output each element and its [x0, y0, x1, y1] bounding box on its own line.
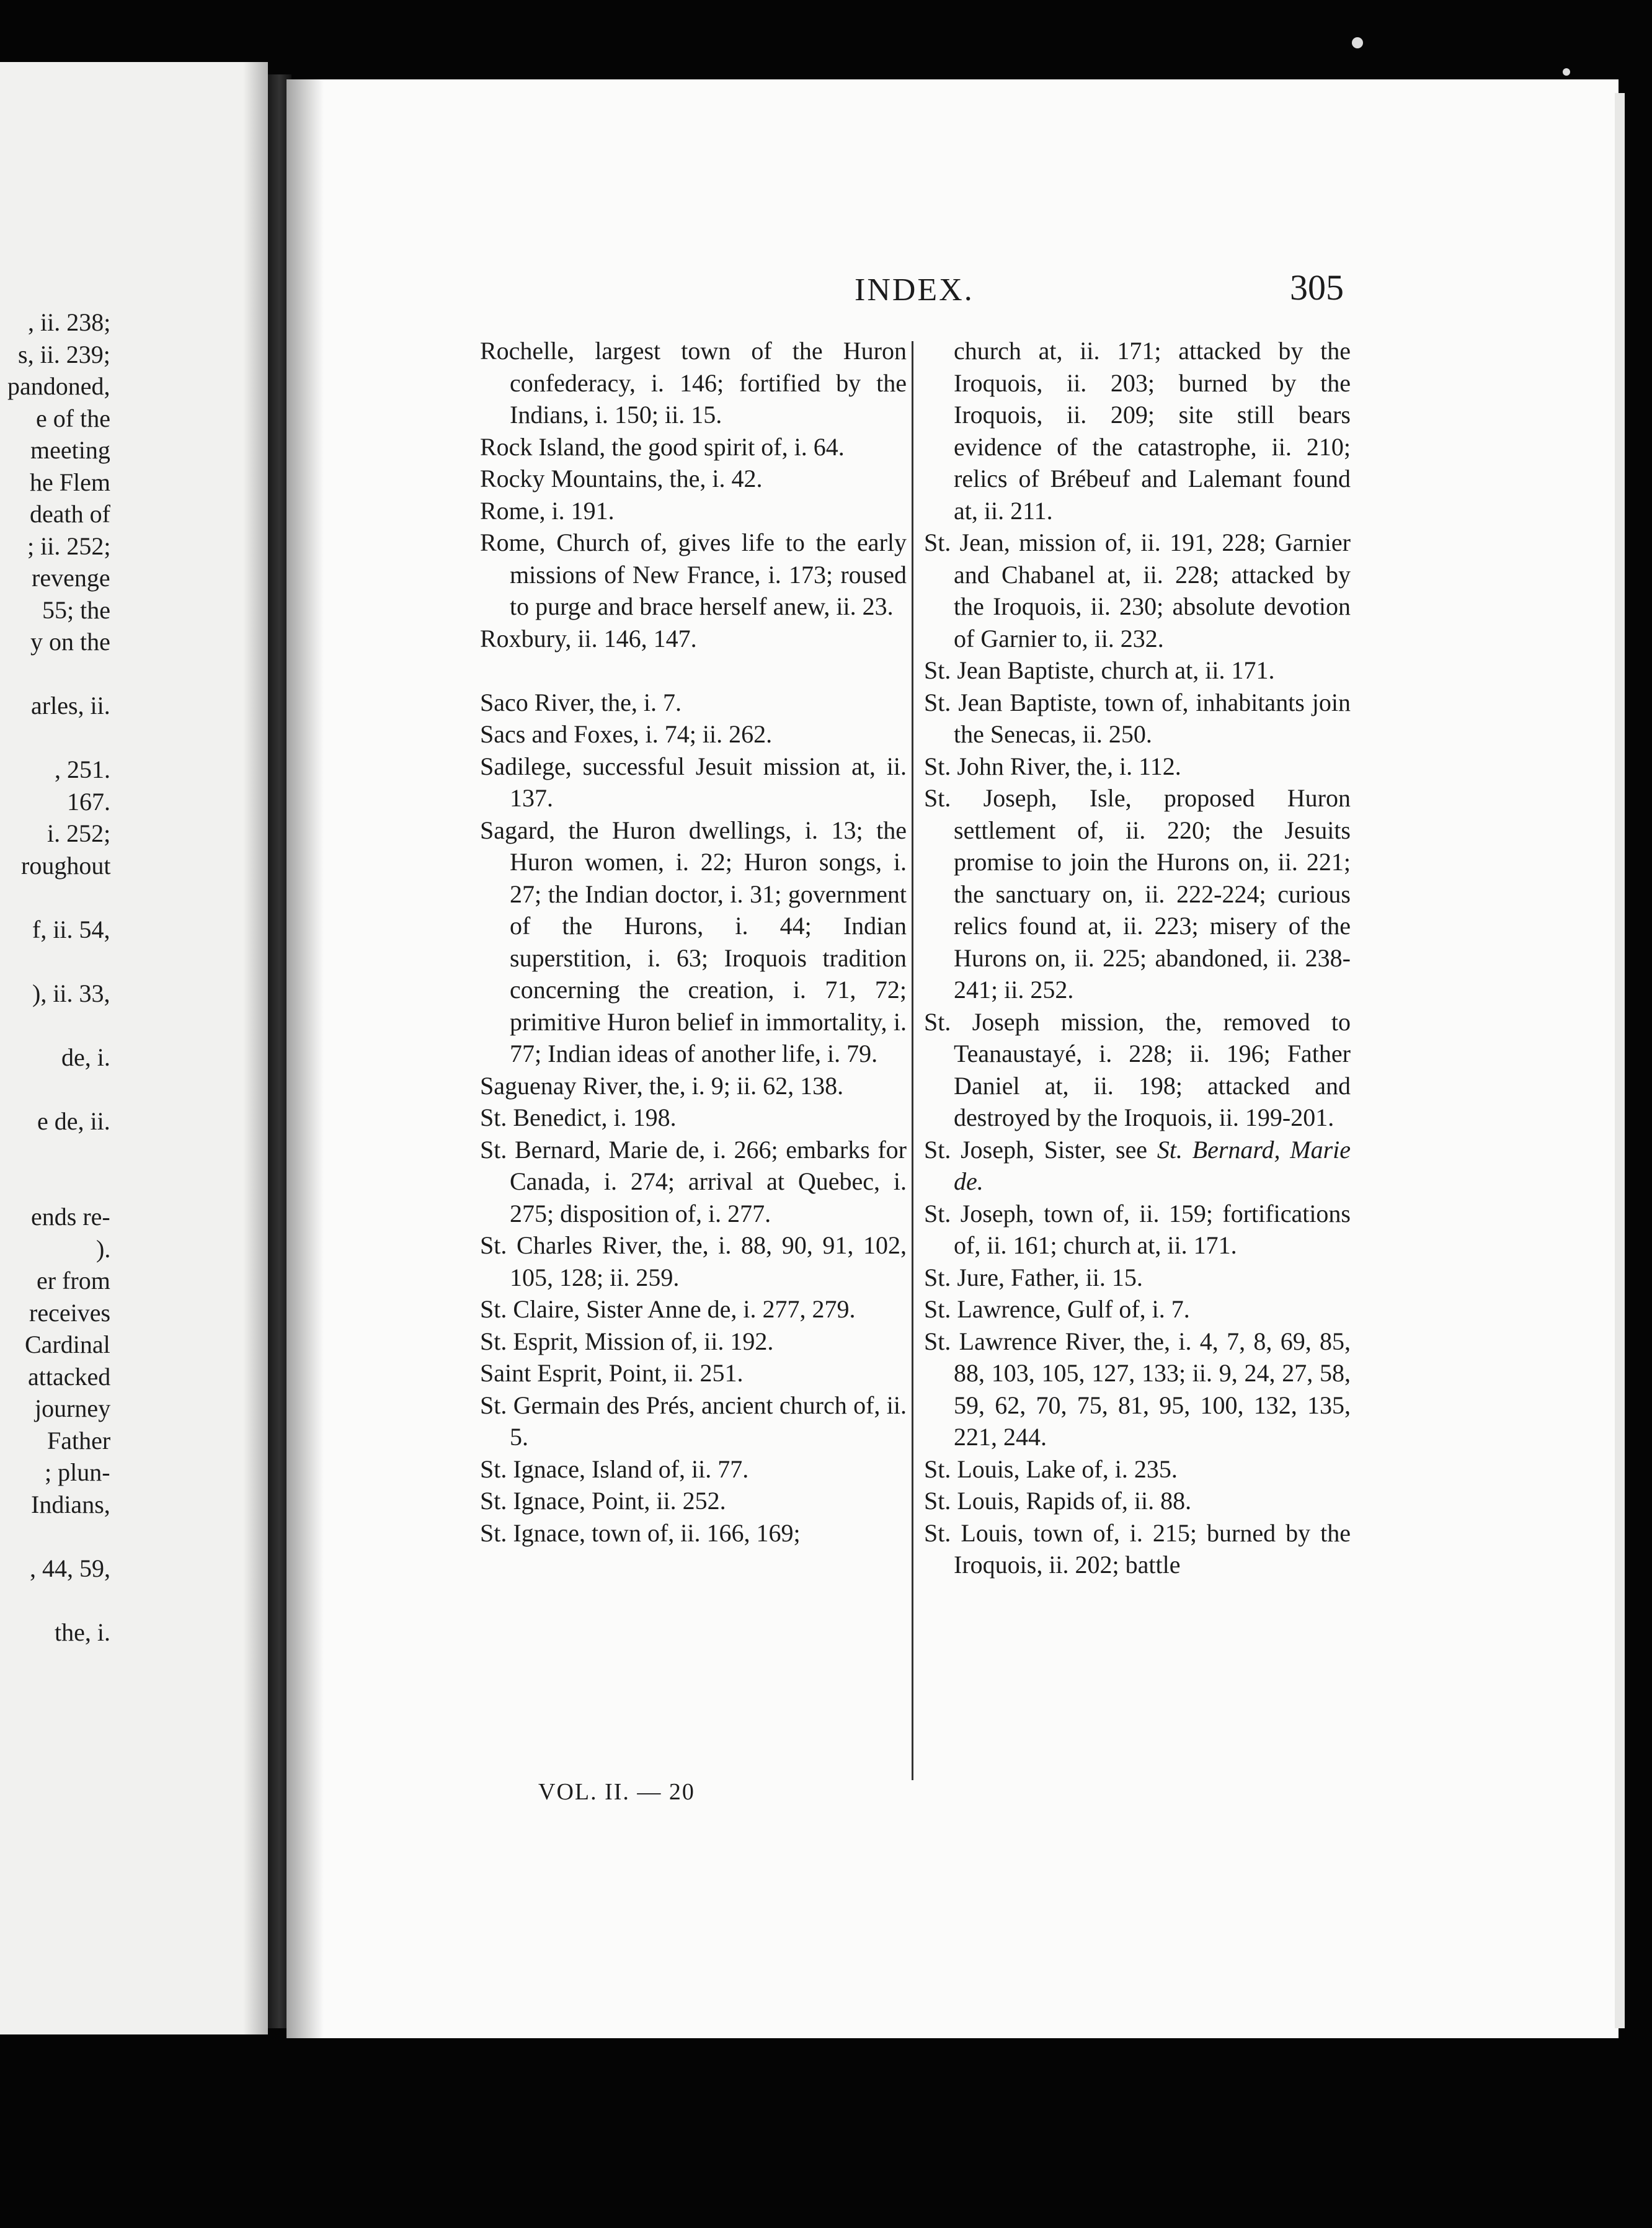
page-inner-shadow [286, 79, 324, 2038]
index-entry [480, 431, 907, 463]
index-entry-text: St. Louis, Lake of, i. 235. [924, 1455, 1178, 1483]
previous-page-line: 55; the [42, 595, 110, 624]
index-entry [480, 1485, 907, 1517]
index-entry [480, 1229, 907, 1293]
index-entry-text: Rocky Mountains, the, i. 42. [480, 465, 763, 492]
index-entry [480, 1102, 907, 1134]
index-entry-text: St. Claire, Sister Anne de, i. 277, 279. [480, 1295, 856, 1323]
previous-page-line: e de, ii. [37, 1107, 110, 1135]
index-entry-text: St. Lawrence, Gulf of, i. 7. [924, 1295, 1190, 1323]
previous-page-line: Father [47, 1426, 111, 1455]
index-entry [480, 1453, 907, 1486]
index-column-right [924, 335, 1351, 1581]
index-entry [924, 1453, 1351, 1486]
index-entry-text: St. Joseph mission, the, removed to Teanaustayé, i. 228; ii. 196; Father Daniel at, ii. 198; attacked and destroyed by the Iroquois, ii. 199-201. [924, 1007, 1351, 1131]
index-entry [480, 687, 907, 719]
index-entry-text: Rome, Church of, gives life to the early missions of New France, i. 173; roused to purge and brace herself anew, ii. 23. [480, 528, 907, 620]
index-entry [480, 527, 907, 623]
index-entry [480, 1389, 907, 1453]
index-entry [480, 1134, 907, 1230]
index-entry-text: St. Ignace, town of, ii. 166, 169; [480, 1518, 801, 1547]
index-entry [924, 1262, 1351, 1294]
index-entry [480, 1293, 907, 1326]
index-entry-text: St. Esprit, Mission of, ii. 192. [480, 1327, 774, 1355]
index-entry [924, 1134, 1351, 1198]
previous-page-line: y on the [30, 628, 110, 656]
scan-speck [1563, 68, 1570, 76]
index-entry-text: Roxbury, ii. 146, 147. [480, 624, 697, 653]
index-entry-text: St. Joseph, Sister, see [924, 1135, 1148, 1164]
index-entry [924, 751, 1351, 783]
previous-page-line: meeting [30, 436, 110, 464]
previous-page-line: , 44, 59, [30, 1554, 110, 1582]
page-edge [1615, 93, 1625, 2028]
index-entry [924, 1517, 1351, 1581]
previous-page-line: 167. [67, 787, 110, 816]
signature-mark: VOL. II. — 20 [538, 1779, 695, 1805]
index-entry [924, 687, 1351, 751]
previous-page-line: ; plun- [45, 1458, 110, 1486]
index-entry [924, 782, 1351, 1006]
previous-page-line: revenge [32, 564, 110, 592]
previous-page-line: ), ii. 33, [32, 979, 110, 1007]
previous-page-line: ends re- [31, 1203, 110, 1231]
previous-page-line: attacked [28, 1362, 111, 1391]
previous-page-line: , 251. [55, 755, 110, 783]
index-entry [924, 1326, 1351, 1453]
index-entry-text: St. Ignace, Island of, ii. 77. [480, 1455, 749, 1483]
index-entry-text: St. Jean, mission of, ii. 191, 228; Garnier and Chabanel at, ii. 228; attacked by the Iroquois, ii. 230; absolute devotion of Garnier to, ii. 232. [924, 528, 1351, 653]
index-entry-text: Rochelle, largest town of the Huron confederacy, i. 146; fortified by the Indians, i. 150; ii. 15. [480, 337, 907, 429]
index-entry-text: St. Benedict, i. 198. [480, 1103, 677, 1131]
index-entry-text: St. Louis, town of, i. 215; burned by the Iroquois, ii. 202; battle [924, 1518, 1351, 1579]
cross-reference: St. Bernard, Marie de. [954, 1135, 1351, 1195]
index-entry-text: St. Bernard, Marie de, i. 266; embarks for Canada, i. 274; arrival at Quebec, i. 275; disposition of, i. 277. [480, 1135, 907, 1228]
previous-page-line: er from [37, 1267, 110, 1294]
index-entry-text: St. Jean Baptiste, church at, ii. 171. [924, 656, 1275, 684]
previous-page-line: ; ii. 252; [27, 532, 111, 560]
running-head-title: INDEX. [855, 272, 974, 308]
index-entry-text: St. Germain des Prés, ancient church of, ii. 5. [480, 1391, 907, 1451]
previous-page-line: i. 252; [47, 819, 111, 847]
previous-page-fragment [0, 62, 268, 2034]
index-entry [480, 335, 907, 431]
previous-page-line: s, ii. 239; [18, 340, 110, 368]
index-entry [924, 527, 1351, 654]
index-entry-text: St. Joseph, town of, ii. 159; fortifications of, ii. 161; church at, ii. 171. [924, 1199, 1351, 1259]
previous-page-line: arles, ii. [31, 692, 110, 720]
index-column-left [480, 335, 907, 1549]
index-entry [480, 463, 907, 495]
index-entry [924, 1198, 1351, 1262]
index-entry-text: St. Jean Baptiste, town of, inhabitants join the Senecas, ii. 250. [924, 688, 1351, 748]
previous-page-line: receives [29, 1298, 111, 1327]
index-entry-text: Sadilege, successful Jesuit mission at, ii. 137. [480, 752, 907, 812]
scan-speck [1352, 37, 1363, 48]
index-entry-text: Sagard, the Huron dwellings, i. 13; the Huron women, i. 22; Huron songs, i. 27; the Indian doctor, i. 31; government of the Hurons, i. 44; Indian superstition, i. 63; Iroquois tradition concerning the creation, i. 71, 72; primitive Huron belief in immortality, i. 77; Indian ideas of another life, i. 79. [480, 816, 907, 1067]
index-entry [480, 718, 907, 751]
index-entry-text: St. John River, the, i. 112. [924, 752, 1181, 780]
previous-page-line: ). [96, 1234, 111, 1263]
previous-page-line: roughout [21, 851, 111, 880]
previous-page-line: , ii. 238; [28, 308, 111, 336]
index-entry-text: St. Charles River, the, i. 88, 90, 91, 102, 105, 128; ii. 259. [480, 1231, 907, 1291]
column-divider [912, 341, 913, 1780]
index-entry [480, 495, 907, 527]
index-entry [924, 654, 1351, 687]
index-entry-text: St. Lawrence River, the, i. 4, 7, 8, 69, 85, 88, 103, 105, 127, 133; ii. 9, 24, 27, 58, 59, 62, 70, 75, 81, 95, 100, 132, 135, 221, 244. [924, 1327, 1351, 1451]
previous-page-line: journey [35, 1394, 111, 1422]
index-entry [480, 1517, 907, 1549]
page-curl-shadow [243, 62, 268, 2034]
index-entry [924, 1006, 1351, 1134]
index-entry-text: Saguenay River, the, i. 9; ii. 62, 138. [480, 1071, 844, 1100]
index-entry-text: Rock Island, the good spirit of, i. 64. [480, 432, 845, 461]
index-entry-text: Saco River, the, i. 7. [480, 688, 682, 716]
index-entry [480, 814, 907, 1070]
index-entry [480, 751, 907, 814]
previous-page-line: e of the [36, 404, 110, 432]
previous-page-line: Cardinal [25, 1330, 110, 1358]
index-entry-text: St. Ignace, Point, ii. 252. [480, 1487, 726, 1515]
index-entry-text: St. Jure, Father, ii. 15. [924, 1263, 1143, 1291]
index-entry [924, 1293, 1351, 1326]
index-entry [480, 1357, 907, 1389]
index-entry [480, 1326, 907, 1358]
previous-page-line: the, i. [55, 1618, 110, 1646]
previous-page-line: death of [30, 500, 110, 528]
index-entry [924, 1485, 1351, 1517]
index-entry-text: St. Joseph, Isle, proposed Huron settlement of, ii. 220; the Jesuits promise to join the Hurons on, ii. 221; the sanctuary on, ii. 222-224; curious relics found at, ii. 223; misery of the Hurons on, ii. 225; abandoned, ii. 238-241; ii. 252. [924, 784, 1351, 1004]
index-entry [480, 1070, 907, 1102]
previous-page-line: he Flem [30, 468, 110, 496]
previous-page-line: pandoned, [7, 372, 110, 400]
index-entry-text: St. Louis, Rapids of, ii. 88. [924, 1487, 1192, 1515]
index-entry-text: Sacs and Foxes, i. 74; ii. 262. [480, 720, 773, 748]
index-entry [480, 623, 907, 655]
index-entry-text: church at, ii. 171; attacked by the Iroquois, ii. 203; burned by the Iroquois, ii. 209; site still bears evidence of the catastrophe, ii. 210; relics of Brébeuf and Lalemant found at, ii. 211. [954, 337, 1351, 525]
previous-page-line: de, i. [61, 1043, 110, 1071]
previous-page-line: Indians, [31, 1490, 110, 1518]
index-entry-text: Rome, i. 191. [480, 496, 615, 525]
previous-page-line: f, ii. 54, [32, 915, 110, 943]
index-entry [924, 335, 1351, 527]
index-entry-text: Saint Esprit, Point, ii. 251. [480, 1359, 744, 1387]
page-number: 305 [1290, 267, 1344, 308]
